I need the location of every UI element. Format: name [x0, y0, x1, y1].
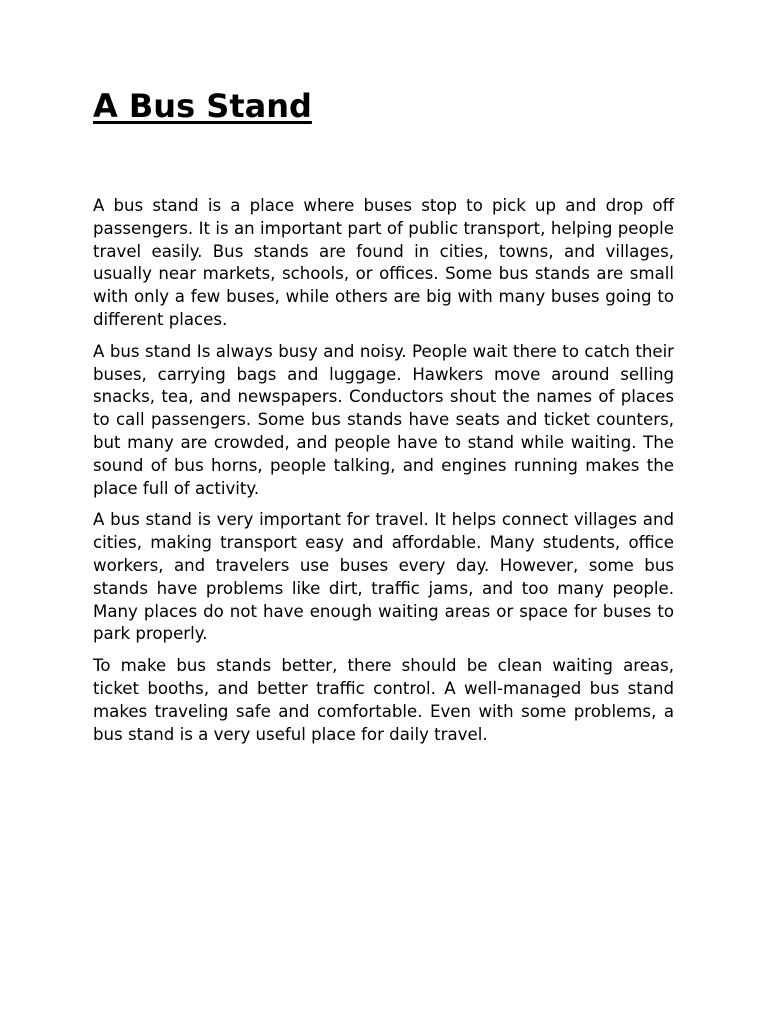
- paragraph-2: A bus stand Is always busy and noisy. People wait there to catch their buses, carrying bags and luggage. Hawkers move around selling snacks, tea, and newspapers. Conductors shout the names of places to call passengers. Some bus stands have seats and ticket counters, but many are crowded, and people have to stand while waiting. The sound of bus horns, people talking, and engines running makes the place full of activity.: [93, 341, 674, 498]
- document-title: A Bus Stand: [93, 87, 312, 125]
- document-body: [93, 195, 674, 755]
- paragraph-1: A bus stand is a place where buses stop to pick up and drop off passengers. It is an important part of public transport, helping people travel easily. Bus stands are found in cities, towns, and villages, usually near markets, schools, or offices. Some bus stands are small with only a few buses, while others are big with many buses going to different places.: [93, 196, 674, 329]
- paragraph-4: To make bus stands better, there should be clean waiting areas, ticket booths, and better traffic control. A well-managed bus stand makes traveling safe and comfortable. Even with some problems, a bus stand is a very useful place for daily travel.: [93, 656, 674, 744]
- paragraph-3: A bus stand is very important for travel. It helps connect villages and cities, making transport easy and affordable. Many students, office workers, and travelers use buses every day. However, some bus stands have problems like dirt, traffic jams, and too many people. Many places do not have enough waiting areas or space for buses to park properly.: [93, 510, 674, 644]
